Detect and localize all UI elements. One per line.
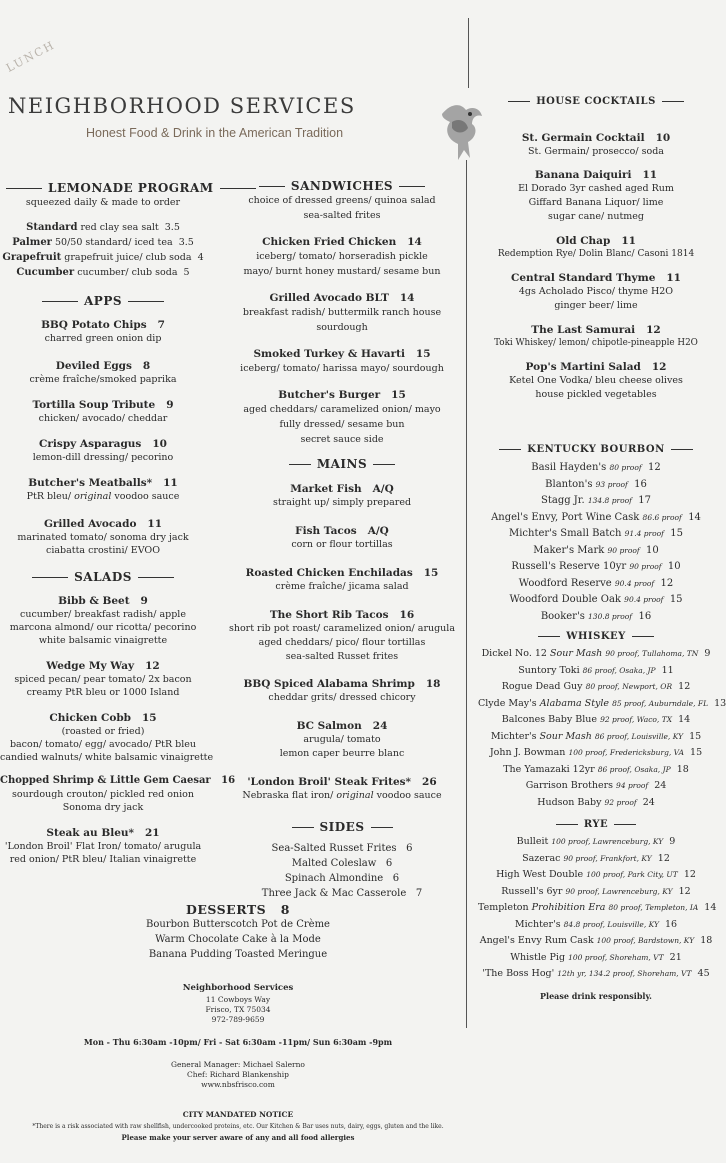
menu-item: Chicken Cobb 15 (roasted or fried) bacon/ tomato/ egg/ avocado/ PtR bleu candied walnuts/ white balsamic vinaigrette — [0, 712, 214, 763]
whiskey-heading: WHISKEY — [478, 629, 714, 644]
lemonade-list — [0, 220, 206, 280]
sandwiches-heading: SANDWICHES — [224, 179, 460, 194]
lemonade-heading: LEMONADE PROGRAM — [0, 181, 206, 196]
whiskey-item: Dickel No. 12 Sour Mash 90 proof, Tullahoma, TN 9 — [481, 648, 711, 659]
rye-list — [478, 834, 717, 983]
notice-text: *There is a risk associated with raw shellfish, undercooked proteins, etc. Our Kitchen & Bar uses nuts, dairy, eggs, gluten and the like. — [32, 1123, 444, 1130]
menu-item: BC Salmon 24 arugula/ tomato lemon caper beurre blanc — [279, 720, 405, 759]
apps-heading: APPS — [0, 294, 206, 309]
footer-phone: 972-789-9659 — [211, 1015, 265, 1024]
chef: Chef: Richard Blankenship — [187, 1070, 289, 1079]
footer-name: Neighborhood Services — [182, 983, 294, 993]
whiskey-item: Hudson Baby 92 proof 24 — [537, 796, 655, 808]
website[interactable]: www.nbsfrisco.com — [201, 1080, 275, 1089]
divider-main — [466, 160, 467, 1028]
general-manager: General Manager: Michael Salerno — [171, 1060, 305, 1069]
sides-heading: SIDES — [224, 820, 460, 835]
menu-item: Deviled Eggs 8 crème fraîche/smoked paprika — [29, 360, 177, 385]
side-item: Three Jack & Mac Casserole 7 — [261, 888, 423, 899]
bourbon-item: Russell's Reserve 10yr 90 proof 10 — [511, 561, 681, 572]
menu-item: BBQ Spiced Alabama Shrimp 18 cheddar grits/ dressed chicory — [243, 678, 441, 703]
dessert-item: Warm Chocolate Cake à la Mode — [155, 934, 321, 945]
menu-item: The Short Rib Tacos 16 short rib pot roast/ caramelized onion/ arugula aged cheddars/ pico/ flour tortillas sea-salted Russet frites — [228, 609, 456, 662]
bourbon-item: Stagg Jr. 134.8 proof 17 — [540, 495, 652, 506]
menu-item: Wedge My Way 12 spiced pecan/ pear tomato/ 2x bacon creamy PtR bleu or 1000 Island — [14, 660, 192, 698]
bourbon-item: Angel's Envy, Port Wine Cask 86.6 proof 14 — [491, 511, 701, 523]
drink-responsibly-note: Please drink responsibly. — [540, 990, 652, 1001]
lunch-stamp: LUNCH — [4, 38, 58, 75]
staff-info — [140, 1060, 336, 1090]
lemonade-item: Standard red clay sea salt 3.5 — [26, 222, 180, 233]
whiskey-item: Michter's Sour Mash 86 proof, Louisville, KY 15 — [490, 730, 702, 742]
side-item: Malted Coleslaw 6 — [291, 858, 393, 869]
bourbon-item: Woodford Double Oak 90.4 proof 15 — [509, 594, 683, 605]
rye-item: Michter's 84.8 proof, Louisville, KY 16 — [514, 918, 678, 930]
notice-title: CITY MANDATED NOTICE — [182, 1110, 294, 1119]
bourbon-heading: KENTUCKY BOURBON — [478, 442, 714, 457]
right-column — [478, 94, 726, 1001]
menu-item: Grilled Avocado 11 marinated tomato/ sonoma dry jack ciabatta crostini/ EVOO — [17, 518, 189, 556]
menu-item: Smoked Turkey & Havarti 15 iceberg/ tomato/ harissa mayo/ sourdough — [240, 348, 444, 374]
sandwiches-subtitle: sea-salted frites — [303, 210, 381, 221]
menu-item: Chopped Shrimp & Little Gem Caesar 16 sourdough crouton/ pickled red onion Sonoma dry jack — [0, 775, 236, 813]
whiskey-item: John J. Bowman 100 proof, Fredericksburg, VA 15 — [489, 747, 703, 758]
lemonade-item: Grapefruit grapefruit juice/ club soda 4 — [2, 252, 204, 263]
whiskey-item: Balcones Baby Blue 92 proof, Waco, TX 14 — [501, 714, 691, 725]
menu-item: Roasted Chicken Enchiladas 15 crème fraîche/ jicama salad — [245, 567, 439, 592]
menu-item: Market Fish A/Q straight up/ simply prepared — [272, 483, 412, 508]
rye-heading: RYE — [478, 817, 714, 832]
bourbon-item: Michter's Small Batch 91.4 proof 15 — [508, 528, 684, 539]
divider-top — [468, 18, 469, 88]
desserts-heading: DESSERTS 8 — [186, 902, 290, 917]
bourbon-list — [478, 460, 714, 625]
left-column — [0, 181, 236, 866]
menu-item: Chicken Fried Chicken 14 iceberg/ tomato/ horseradish pickle mayo/ burnt honey mustard/ sesame bun — [243, 236, 441, 277]
menu-item: Grilled Avocado BLT 14 breakfast radish/ buttermilk ranch house sourdough — [242, 292, 442, 333]
cocktail-item: Old Chap 11 Redemption Rye/ Dolin Blanc/ Casoni 1814 — [497, 235, 695, 259]
rye-item: 'The Boss Hog' 12th yr, 134.2 proof, Shoreham, VT 45 — [482, 968, 710, 979]
rye-item: Whistle Pig 100 proof, Shoreham, VT 21 — [510, 951, 682, 963]
menu-item: Bibb & Beet 9 cucumber/ breakfast radish/ apple marcona almond/ our ricotta/ pecorino white balsamic vinaigrette — [9, 595, 197, 646]
rye-item: Templeton Prohibition Era 80 proof, Templeton, IA 14 — [478, 902, 717, 913]
menu-item: Fish Tacos A/Q corn or flour tortillas — [291, 525, 393, 550]
menu-item: Steak au Bleu* 21 'London Broil' Flat Iron/ tomato/ arugula red onion/ PtR bleu/ Italian vinaigrette — [4, 827, 202, 865]
salads-heading: SALADS — [0, 570, 206, 585]
restaurant-info — [140, 983, 336, 1025]
allergy-note: Please make your server aware of any and all food allergies — [121, 1133, 355, 1142]
side-item: Sea-Salted Russet Frites 6 — [271, 843, 413, 854]
rye-item: High West Double 100 proof, Park City, UT 12 — [496, 869, 696, 880]
lemonade-item: Palmer 50/50 standard/ iced tea 3.5 — [12, 237, 194, 248]
footer-address: 11 Cowboys Way — [205, 995, 271, 1004]
footer-address: Frisco, TX 75034 — [205, 1005, 271, 1014]
lemonade-item: Cucumber cucumber/ club soda 5 — [16, 267, 190, 278]
whiskey-item: The Yamazaki 12yr 86 proof, Osaka, JP 18 — [503, 763, 689, 775]
menu-item: BBQ Potato Chips 7 charred green onion dip — [41, 319, 165, 344]
cocktails-heading: HOUSE COCKTAILS — [478, 94, 714, 109]
middle-column — [224, 179, 460, 901]
whiskey-item: Rogue Dead Guy 80 proof, Newport, OR 12 — [501, 681, 691, 692]
whiskey-item: Clyde May's Alabama Style 85 proof, Auburndale, FL 13 — [478, 697, 726, 709]
lemonade-subtitle: squeezed daily & made to order — [25, 197, 181, 208]
rye-item: Russell's 6yr 90 proof, Lawrenceburg, KY 12 — [501, 885, 691, 897]
cocktail-item: St. Germain Cocktail 10 St. Germain/ prosecco/ soda — [521, 132, 671, 157]
side-item: Spinach Almondine 6 — [284, 873, 400, 884]
menu-item: Crispy Asparagus 10 lemon-dill dressing/ pecorino — [32, 438, 174, 463]
dessert-item: Banana Pudding Toasted Meringue — [148, 949, 328, 960]
mains-heading: MAINS — [224, 457, 460, 472]
bourbon-item: Maker's Mark 90 proof 10 — [533, 544, 659, 556]
opening-hours: Mon - Thu 6:30am -10pm/ Fri - Sat 6:30am -11pm/ Sun 6:30am -9pm — [83, 1037, 393, 1047]
sandwiches-subtitle: choice of dressed greens/ quinoa salad — [248, 195, 436, 206]
bourbon-item: Woodford Reserve 90.4 proof 12 — [518, 577, 674, 589]
menu-item: Tortilla Soup Tribute 9 chicken/ avocado/ cheddar — [32, 399, 174, 424]
menu-item: Butcher's Meatballs* 11 PtR bleu/ original voodoo sauce — [26, 477, 180, 502]
rye-item: Bulleit 100 proof, Lawrenceburg, KY 9 — [516, 836, 676, 847]
dessert-item: Bourbon Butterscotch Pot de Crème — [146, 919, 330, 930]
sides-list — [224, 841, 460, 901]
menu-item: Butcher's Burger 15 aged cheddars/ caramelized onion/ mayo fully dressed/ sesame bun secret sauce side — [243, 389, 441, 445]
bourbon-item: Blanton's 93 proof 16 — [545, 478, 647, 490]
whiskey-list — [478, 646, 726, 811]
cocktail-item: The Last Samurai 12 Toki Whiskey/ lemon/ chipotle-pineapple H2O — [494, 324, 698, 348]
bourbon-item: Basil Hayden's 80 proof 12 — [531, 462, 661, 473]
cocktail-item: Banana Daiquiri 11 El Dorado 3yr cashed aged Rum Giffard Banana Liquor/ lime sugar cane/ nutmeg — [518, 169, 674, 222]
tagline: Honest Food & Drink in the American Tradition — [86, 126, 344, 140]
cocktail-item: Pop's Martini Salad 12 Ketel One Vodka/ bleu cheese olives house pickled vegetables — [509, 361, 683, 400]
rye-item: Sazerac 90 proof, Frankfort, KY 12 — [522, 852, 670, 864]
bourbon-item: Booker's 130.8 proof 16 — [540, 610, 652, 622]
cocktail-item: Central Standard Thyme 11 4gs Acholado Pisco/ thyme H2O ginger beer/ lime — [511, 272, 681, 311]
restaurant-name: NEIGHBORHOOD SERVICES — [8, 94, 356, 118]
rye-item: Angel's Envy Rum Cask 100 proof, Bardstown, KY 18 — [479, 935, 713, 946]
desserts-section — [130, 902, 346, 962]
whiskey-item: Garrison Brothers 94 proof 24 — [525, 780, 667, 791]
whiskey-item: Suntory Toki 86 proof, Osaka, JP 11 — [518, 664, 674, 676]
menu-item: 'London Broil' Steak Frites* 26 Nebraska flat iron/ original voodoo sauce — [242, 776, 442, 801]
